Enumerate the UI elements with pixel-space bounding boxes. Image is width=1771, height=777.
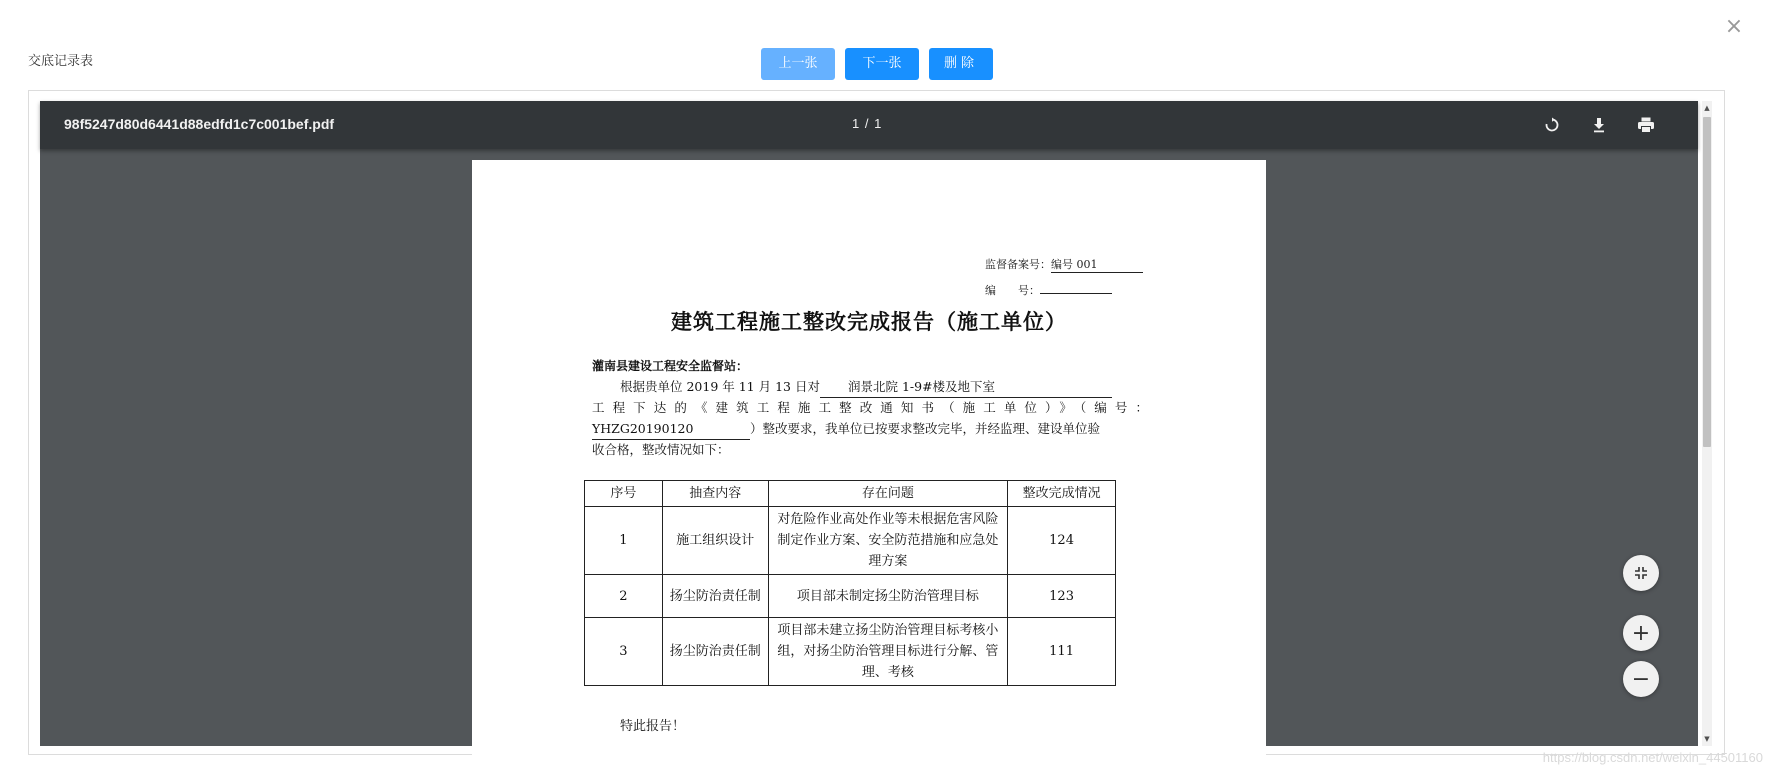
- issues-table: [584, 480, 1116, 686]
- paragraph-line: 工程下达的《建筑工程施工整改通知书（施工单位）》（编号：: [592, 400, 1148, 415]
- pdf-toolbar: [40, 101, 1698, 149]
- scroll-down-arrow-icon[interactable]: ▼: [1704, 735, 1710, 743]
- table-cell: 3: [585, 618, 663, 686]
- rotate-icon[interactable]: [1540, 113, 1564, 137]
- document-addressee: 灌南县建设工程安全监督站：: [592, 359, 749, 373]
- paragraph-line: YHZG20190120 ）整改要求，我单位已按要求整改完毕，并经监理、建设单位验: [592, 418, 1148, 440]
- number-label: 编 号：: [985, 284, 1040, 297]
- pdf-viewer: [40, 101, 1710, 746]
- table-cell: 项目部未建立扬尘防治管理目标考核小组，对扬尘防治管理目标进行分解、管理、考核: [768, 618, 1008, 686]
- notice-code: YHZG20190120: [592, 418, 750, 440]
- table-header: 存在问题: [768, 481, 1008, 507]
- table-cell: 对危险作业高处作业等未根据危害风险制定作业方案、安全防范措施和应急处理方案: [768, 507, 1008, 575]
- table-header: 整改完成情况: [1008, 481, 1116, 507]
- table-cell: 1: [585, 507, 663, 575]
- project-name: 润景北院 1-9#楼及地下室: [820, 376, 1112, 398]
- record-value: 编号 001: [1051, 256, 1143, 273]
- table-cell: 项目部未制定扬尘防治管理目标: [768, 575, 1008, 618]
- next-button[interactable]: 下一张: [845, 48, 919, 80]
- pdf-filename: 98f5247d80d6441d88edfd1c7c001bef.pdf: [64, 116, 335, 132]
- number-blank: [1040, 282, 1112, 294]
- delete-button[interactable]: 删除: [929, 48, 993, 80]
- table-row: [585, 507, 1116, 575]
- scroll-up-arrow-icon[interactable]: ▲: [1704, 104, 1710, 112]
- table-row: [585, 618, 1116, 686]
- document-title: 建筑工程施工整改完成报告（施工单位）: [671, 310, 1067, 334]
- download-icon[interactable]: [1587, 113, 1611, 137]
- table-cell: 2: [585, 575, 663, 618]
- previous-button[interactable]: 上一张: [761, 48, 835, 80]
- table-cell: 扬尘防治责任制: [662, 618, 768, 686]
- table-cell: 111: [1008, 618, 1116, 686]
- table-row: [585, 575, 1116, 618]
- table-cell: 扬尘防治责任制: [662, 575, 768, 618]
- table-header-row: [585, 481, 1116, 507]
- watermark-text: https://blog.csdn.net/weixin_44501160: [1542, 750, 1763, 765]
- closing-line: 特此报告！: [620, 719, 686, 734]
- table-cell: 施工组织设计: [662, 507, 768, 575]
- zoom-in-button[interactable]: +: [1623, 615, 1659, 651]
- paragraph-line: 根据贵单位 2019 年 11 月 13 日对 润景北院 1-9#楼及地下室: [592, 376, 1148, 398]
- pdf-page: [472, 160, 1266, 760]
- scrollbar-thumb[interactable]: [1703, 117, 1711, 447]
- paragraph-line: 收合格，整改情况如下：: [592, 442, 730, 457]
- table-header: 序号: [585, 481, 663, 507]
- fit-page-icon[interactable]: [1623, 555, 1659, 591]
- close-icon[interactable]: ×: [1724, 14, 1744, 39]
- table-cell: 123: [1008, 575, 1116, 618]
- dialog-title: 交底记录表: [28, 54, 94, 69]
- page-indicator: 1 / 1: [852, 116, 883, 131]
- zoom-out-button[interactable]: −: [1623, 661, 1659, 697]
- record-label: 监督备案号：: [985, 258, 1051, 271]
- table-header: 抽查内容: [662, 481, 768, 507]
- print-icon[interactable]: [1634, 113, 1658, 137]
- pdf-frame: [28, 90, 1725, 755]
- table-cell: 124: [1008, 507, 1116, 575]
